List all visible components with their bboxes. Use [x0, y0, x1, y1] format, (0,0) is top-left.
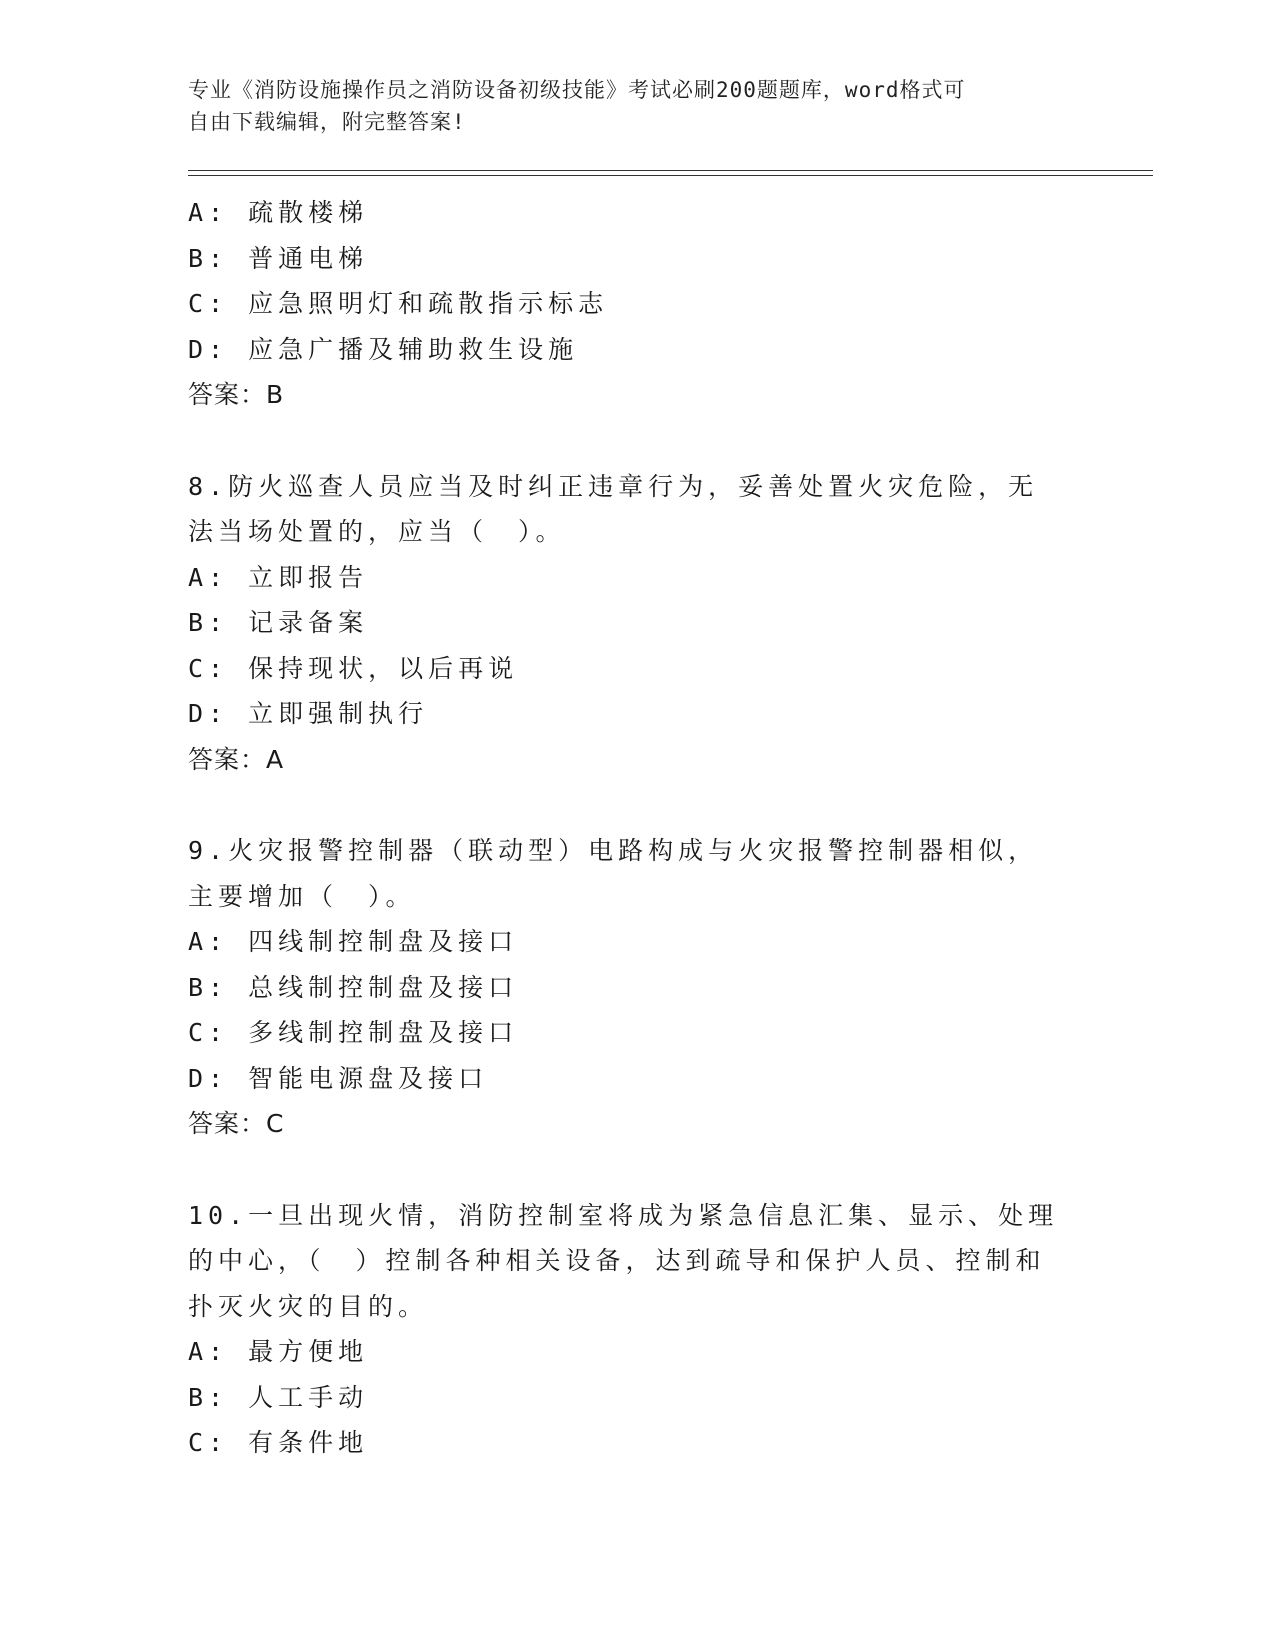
page-header	[188, 74, 1068, 138]
question-block-8	[188, 464, 1068, 783]
question-block-9	[188, 828, 1068, 1147]
question-text: 10.一旦出现火情，消防控制室将成为紧急信息汇集、显示、处理的中心，（ ）控制各种相关设备，达到疏导和保护人员、控制和扑灭火灾的目的。	[188, 1200, 1059, 1321]
option-b: B: 记录备案	[188, 608, 369, 637]
option-d: D: 应急广播及辅助救生设施	[188, 334, 579, 364]
answer-line: 答案：B	[188, 380, 285, 409]
option-a: A: 疏散楼梯	[188, 198, 369, 227]
question-block-7-continued	[188, 190, 1068, 418]
answer-line: 答案：C	[188, 1109, 285, 1138]
question-text: 8.防火巡查人员应当及时纠正违章行为，妥善处置火灾危险，无法当场处置的，应当（ ）。	[188, 471, 1039, 546]
option-c: C: 有条件地	[188, 1428, 369, 1457]
header-title-line-2: 自由下载编辑，附完整答案!	[188, 110, 466, 134]
option-b: B: 普通电梯	[188, 243, 369, 273]
question-block-10	[188, 1193, 1068, 1466]
header-rule-bottom	[188, 175, 1153, 176]
question-content	[188, 190, 1068, 1466]
option-b: B: 总线制控制盘及接口	[188, 972, 519, 1002]
question-text: 9.火灾报警控制器（联动型）电路构成与火灾报警控制器相似，主要增加（ ）。	[188, 836, 1039, 911]
option-b: B: 人工手动	[188, 1382, 369, 1412]
header-title-line-1: 专业《消防设施操作员之消防设备初级技能》考试必刷200题题库，word格式可	[188, 78, 966, 102]
option-d: D: 立即强制执行	[188, 699, 429, 728]
option-a: A: 最方便地	[188, 1337, 369, 1366]
option-d: D: 智能电源盘及接口	[188, 1063, 489, 1093]
answer-line: 答案：A	[188, 744, 285, 774]
option-a: A: 四线制控制盘及接口	[188, 927, 519, 956]
option-c: C: 应急照明灯和疏散指示标志	[188, 289, 609, 318]
option-c: C: 保持现状，以后再说	[188, 653, 519, 683]
option-c: C: 多线制控制盘及接口	[188, 1018, 519, 1047]
header-rule-top	[188, 170, 1153, 171]
option-a: A: 立即报告	[188, 562, 369, 592]
